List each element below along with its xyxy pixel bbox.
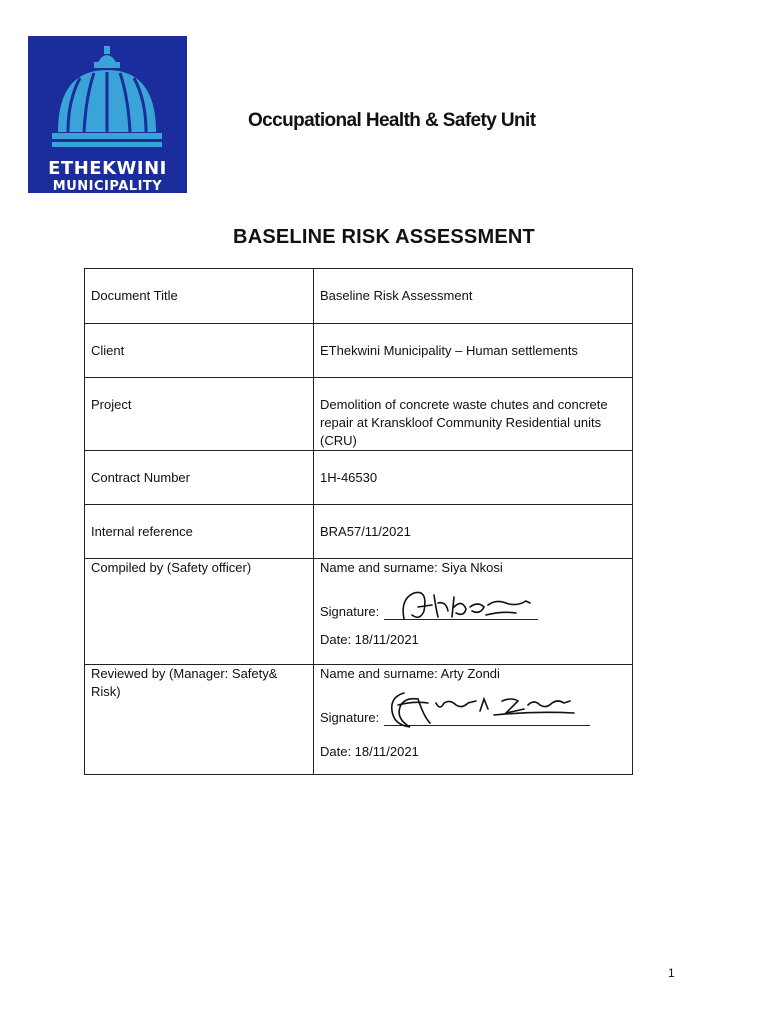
compiled-by-value xyxy=(314,559,633,665)
page-number: 1 xyxy=(668,966,675,980)
compiled-signature-row xyxy=(320,603,626,621)
logo-text-municipality: MUNICIPALITY xyxy=(52,179,163,194)
compiled-date: Date: 18/11/2021 xyxy=(320,632,419,647)
reviewed-signature-row xyxy=(320,709,626,727)
row-value: EThekwini Municipality – Human settlements xyxy=(314,324,633,378)
document-info-table xyxy=(84,268,633,775)
unit-title: Occupational Health & Safety Unit xyxy=(248,110,536,131)
row-value: BRA57/11/2021 xyxy=(314,505,633,559)
signature-label: Signature: xyxy=(320,710,380,725)
ethekwini-logo xyxy=(28,36,187,193)
row-label: Internal reference xyxy=(85,505,314,559)
table-row xyxy=(85,451,633,505)
reviewed-by-label: Reviewed by (Manager: Safety& Risk) xyxy=(85,665,314,775)
row-label: Document Title xyxy=(85,269,314,324)
table-row-compiled xyxy=(85,559,633,665)
row-value: Demolition of concrete waste chutes and concrete repair at Kranskloof Community Residential units (CRU) xyxy=(314,378,633,451)
table-row-reviewed xyxy=(85,665,633,775)
table-row xyxy=(85,269,633,324)
table-row xyxy=(85,378,633,451)
reviewed-date: Date: 18/11/2021 xyxy=(320,744,419,759)
compiled-by-label: Compiled by (Safety officer) xyxy=(85,559,314,665)
table-row xyxy=(85,505,633,559)
compiled-name: Name and surname: Siya Nkosi xyxy=(320,560,503,575)
dome-icon xyxy=(28,36,187,156)
row-label: Client xyxy=(85,324,314,378)
reviewed-by-value xyxy=(314,665,633,775)
signature-label: Signature: xyxy=(320,604,380,619)
row-label: Project xyxy=(85,378,314,451)
table-row xyxy=(85,324,633,378)
document-heading: BASELINE RISK ASSESSMENT xyxy=(233,226,535,248)
reviewed-name: Name and surname: Arty Zondi xyxy=(320,666,500,681)
logo-text-ethekwini: ETHEKWINI xyxy=(48,158,167,179)
handwritten-signature-nkosi xyxy=(398,589,538,623)
row-value: Baseline Risk Assessment xyxy=(314,269,633,324)
handwritten-signature-zondi xyxy=(384,689,584,731)
row-value: 1H-46530 xyxy=(314,451,633,505)
row-label: Contract Number xyxy=(85,451,314,505)
